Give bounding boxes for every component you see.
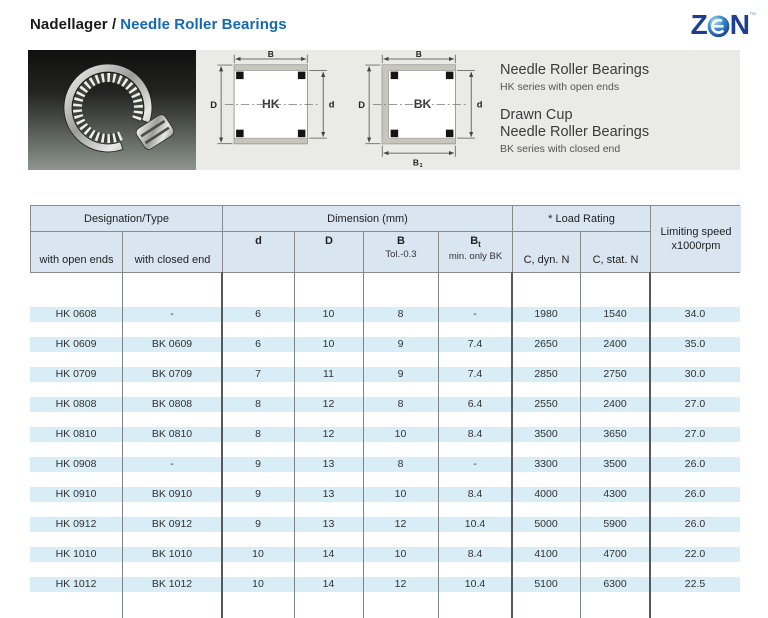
table-row: [30, 487, 740, 502]
hk-series-label: HK: [261, 97, 280, 112]
header-col-c-stat: C, stat. N: [581, 232, 651, 272]
table-cell: 27.0: [650, 427, 740, 442]
table-cell: -: [438, 307, 512, 322]
table-cell: 8.4: [438, 547, 512, 562]
table-cell: 8: [363, 307, 438, 322]
table-column-divider: [363, 272, 364, 618]
bk-dim-d-label: d: [476, 99, 483, 110]
table-column-divider: [580, 272, 581, 618]
table-cell: 12: [294, 427, 363, 442]
page-title-english: Needle Roller Bearings: [120, 16, 287, 33]
table-cell: 2750: [580, 367, 650, 382]
table-cell: 4000: [512, 487, 580, 502]
product-descriptions: [500, 62, 735, 156]
col-B-tolerance-note: Tol.-0.3: [385, 249, 417, 260]
table-cell: 3300: [512, 457, 580, 472]
table-cell: 14: [294, 547, 363, 562]
table-cell: HK 1012: [30, 577, 122, 592]
table-cell: 6: [222, 307, 294, 322]
table-cell: 10: [222, 547, 294, 562]
table-cell: HK 0608: [30, 307, 122, 322]
table-column-divider: [122, 272, 123, 618]
table-cell: 3500: [580, 457, 650, 472]
table-cell: 1980: [512, 307, 580, 322]
table-cell: -: [122, 307, 222, 322]
bk-dim-B1-label: B: [412, 157, 419, 168]
table-cell: 5900: [580, 517, 650, 532]
table-cell: 26.0: [650, 517, 740, 532]
table-group-divider: [221, 272, 223, 618]
table-cell: BK 0910: [122, 487, 222, 502]
header-dimension-mm: Dimension (mm): [223, 206, 513, 232]
table-cell: BK 0912: [122, 517, 222, 532]
bk-diagram: [356, 51, 489, 169]
table-row: [30, 547, 740, 562]
table-row: [30, 577, 740, 592]
hk-dim-d-label: d: [328, 99, 335, 110]
table-row: [30, 367, 740, 382]
table-group-divider: [511, 272, 513, 618]
header-designation-type: Designation/Type: [31, 206, 223, 232]
col-Bt-note: min. only BK: [448, 251, 503, 263]
table-cell: 3500: [512, 427, 580, 442]
table-body: [30, 272, 740, 618]
zen-logo: [691, 11, 756, 39]
table-cell: 10: [363, 427, 438, 442]
table-cell: 26.0: [650, 457, 740, 472]
table-cell: 4100: [512, 547, 580, 562]
table-cell: 8.4: [438, 487, 512, 502]
table-cell: HK 0810: [30, 427, 122, 442]
header-col-Bt: [439, 232, 513, 272]
table-cell: 2650: [512, 337, 580, 352]
table-cell: 6.4: [438, 397, 512, 412]
table-cell: 8: [363, 397, 438, 412]
table-row: [30, 427, 740, 442]
product-overview-panel: [28, 50, 740, 170]
table-cell: 10.4: [438, 517, 512, 532]
hk-diagram: [208, 51, 341, 169]
table-cell: 6: [222, 337, 294, 352]
table-cell: HK 0910: [30, 487, 122, 502]
table-cell: HK 0808: [30, 397, 122, 412]
bk-dim-B1-subscript: 1: [419, 163, 423, 169]
table-cell: 2850: [512, 367, 580, 382]
table-cell: 22.5: [650, 577, 740, 592]
table-cell: 6300: [580, 577, 650, 592]
table-cell: 14: [294, 577, 363, 592]
page-title: [30, 16, 287, 33]
table-cell: HK 0609: [30, 337, 122, 352]
table-row: [30, 517, 740, 532]
table-row: [30, 337, 740, 352]
table-cell: 10: [222, 577, 294, 592]
table-cell: BK 1012: [122, 577, 222, 592]
col-Bt-symbol: $B_t$: [470, 235, 481, 250]
table-cell: -: [122, 457, 222, 472]
table-cell: HK 0908: [30, 457, 122, 472]
table-cell: 5000: [512, 517, 580, 532]
table-rows: [30, 272, 740, 592]
table-row: [30, 307, 740, 322]
product-title-hk: Needle Roller Bearings: [500, 62, 650, 78]
table-cell: 35.0: [650, 337, 740, 352]
table-cell: 11: [294, 367, 363, 382]
header-col-c-dyn: C, dyn. N: [513, 232, 581, 272]
table-cell: 7.4: [438, 367, 512, 382]
table-cell: BK 1010: [122, 547, 222, 562]
table-row: [30, 457, 740, 472]
table-cell: HK 0912: [30, 517, 122, 532]
table-cell: 7: [222, 367, 294, 382]
bearing-photo: [28, 50, 196, 170]
product-subtitle-bk: BK series with closed end: [500, 143, 621, 155]
table-cell: 3650: [580, 427, 650, 442]
table-cell: 2400: [580, 337, 650, 352]
table-column-divider: [294, 272, 295, 618]
product-subtitle-hk: HK series with open ends: [500, 81, 620, 93]
table-cell: 4300: [580, 487, 650, 502]
table-row: [30, 397, 740, 412]
table-cell: 10: [294, 307, 363, 322]
header-col-B: B Tol.-0.3: [364, 232, 439, 272]
table-cell: 2550: [512, 397, 580, 412]
table-cell: 12: [363, 577, 438, 592]
bk-dim-B-label: B: [415, 51, 422, 60]
table-cell: 7.4: [438, 337, 512, 352]
bk-series-label: BK: [413, 97, 432, 112]
table-cell: 30.0: [650, 367, 740, 382]
header-col-D: D: [295, 232, 364, 272]
logo-letter-n: N: [729, 9, 749, 40]
table-cell: 34.0: [650, 307, 740, 322]
product-title-drawn-cup: Drawn Cup: [500, 107, 573, 123]
table-cell: 1540: [580, 307, 650, 322]
table-cell: 13: [294, 457, 363, 472]
header-col-d: d: [223, 232, 295, 272]
table-cell: 12: [363, 517, 438, 532]
table-cell: 8.4: [438, 427, 512, 442]
table-header: [30, 205, 740, 273]
table-cell: 10: [363, 547, 438, 562]
table-cell: 10: [294, 337, 363, 352]
table-cell: 10.4: [438, 577, 512, 592]
limiting-speed-line2: x1000rpm: [671, 240, 721, 252]
table-cell: 9: [222, 487, 294, 502]
table-cell: 2400: [580, 397, 650, 412]
table-cell: 27.0: [650, 397, 740, 412]
table-cell: 9: [222, 457, 294, 472]
table-cell: 12: [294, 397, 363, 412]
table-cell: 9: [222, 517, 294, 532]
table-cell: 13: [294, 517, 363, 532]
page-title-german: Nadellager /: [30, 16, 117, 33]
logo-letter-z: Z: [690, 9, 707, 40]
product-title-bk: Needle Roller Bearings: [500, 124, 650, 140]
trademark-symbol: ™: [749, 12, 756, 19]
table-cell: 5100: [512, 577, 580, 592]
table-cell: HK 0709: [30, 367, 122, 382]
header-with-open-ends: with open ends: [31, 232, 123, 272]
header-limiting-speed: [651, 206, 741, 272]
header-with-closed-end: with closed end: [123, 232, 223, 272]
table-cell: BK 0810: [122, 427, 222, 442]
table-cell: 26.0: [650, 487, 740, 502]
spacer: [500, 94, 735, 107]
hk-dim-D-label: D: [210, 100, 218, 111]
globe-icon: [706, 13, 731, 38]
header-load-rating: * Load Rating: [513, 206, 651, 232]
table-cell: 9: [363, 367, 438, 382]
table-cell: HK 1010: [30, 547, 122, 562]
table-cell: BK 0609: [122, 337, 222, 352]
table-group-divider: [649, 272, 651, 618]
table-column-divider: [438, 272, 439, 618]
table-cell: 22.0: [650, 547, 740, 562]
table-cell: BK 0808: [122, 397, 222, 412]
table-cell: 13: [294, 487, 363, 502]
table-cell: -: [438, 457, 512, 472]
hk-dim-B-label: B: [267, 51, 274, 60]
table-cell: 10: [363, 487, 438, 502]
table-cell: 9: [363, 337, 438, 352]
table-cell: 8: [222, 397, 294, 412]
bk-dim-D-label: D: [358, 100, 366, 111]
table-cell: 8: [363, 457, 438, 472]
table-cell: 4700: [580, 547, 650, 562]
table-cell: BK 0709: [122, 367, 222, 382]
limiting-speed-line1: Limiting speed: [660, 226, 732, 238]
table-cell: 8: [222, 427, 294, 442]
